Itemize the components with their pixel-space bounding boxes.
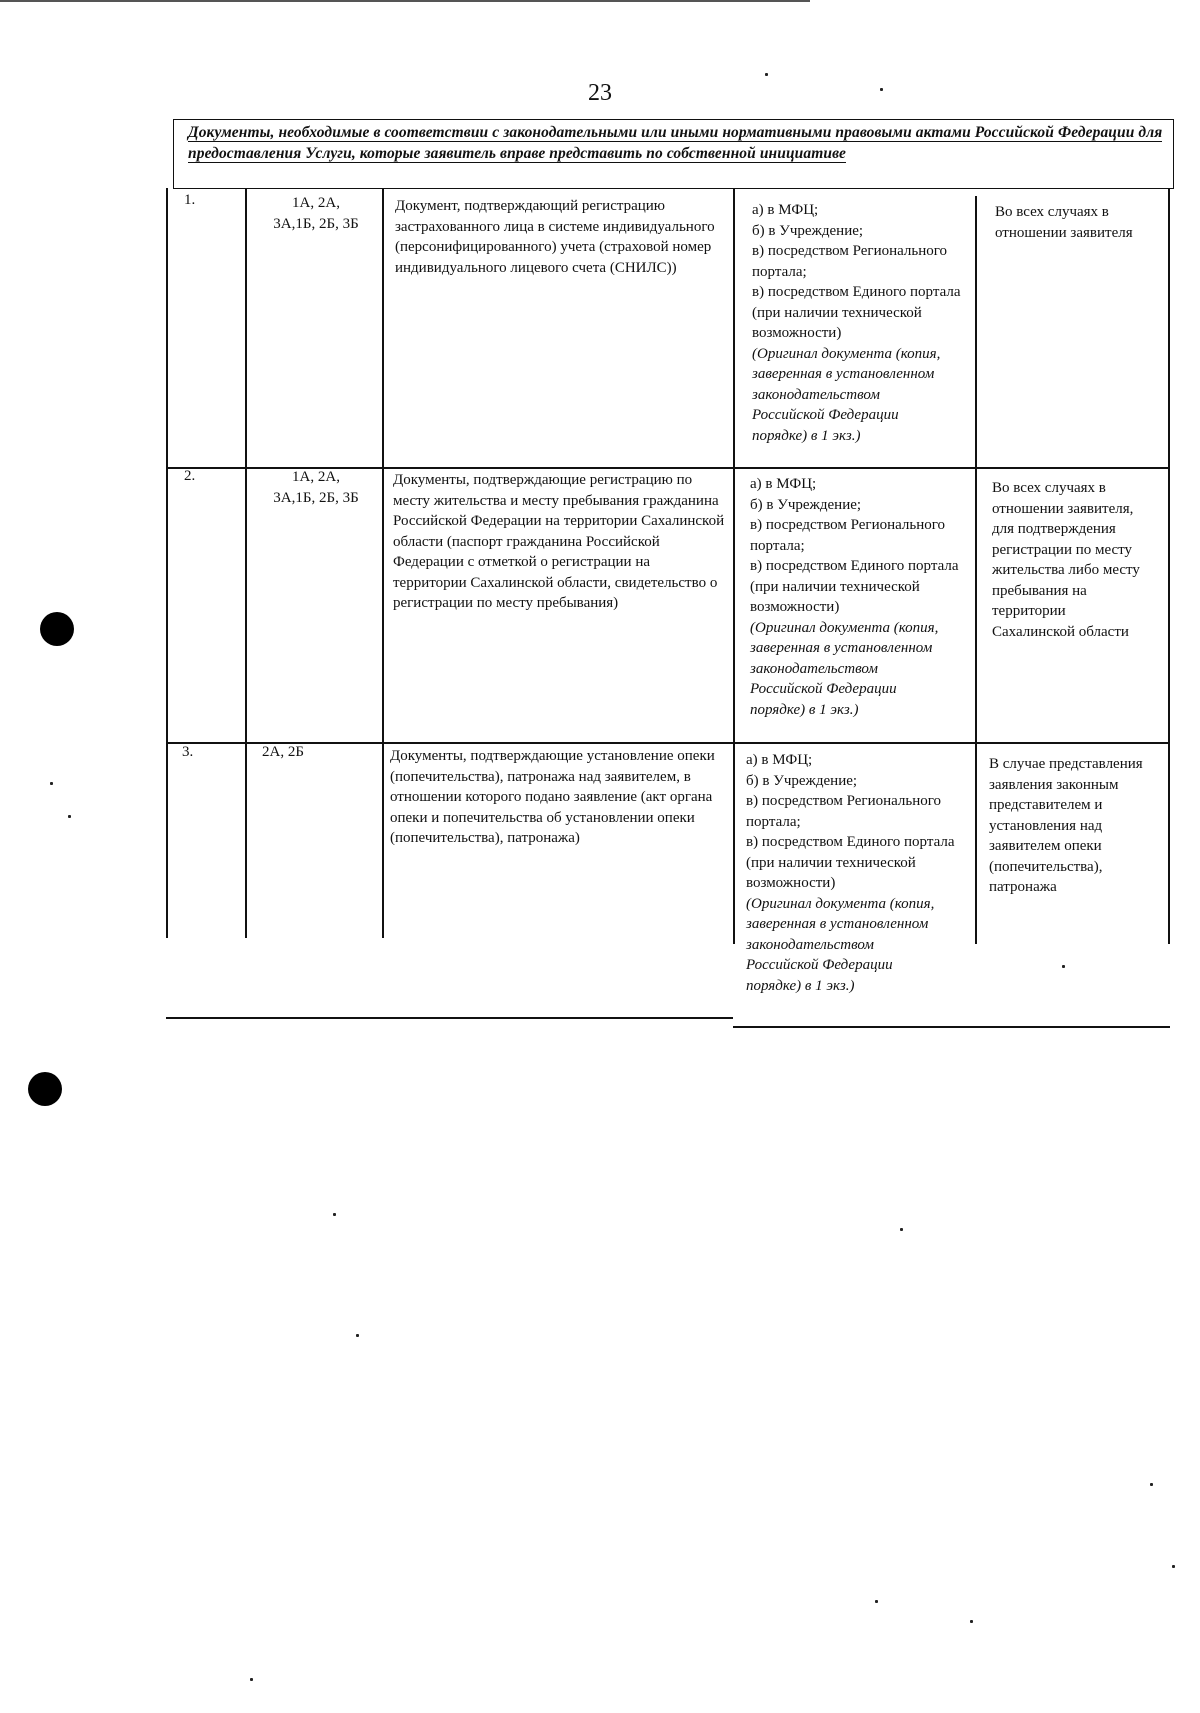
row-1-document: Документ, подтверждающий регистрацию застрахованного лица в системе индивидуального (персонифицированного) учета (страховой номер индивидуального лицевого счета (СНИЛС))	[395, 198, 715, 276]
hole-punch-mark	[28, 1072, 62, 1106]
row-2-way-2: б) в Учреждение;	[750, 496, 862, 513]
row-3-way-1: а) в МФЦ;	[746, 752, 813, 768]
scan-speck	[1062, 965, 1065, 968]
row-3-way-2: б) в Учреждение;	[746, 772, 858, 789]
table-bottom-border	[166, 1017, 733, 1019]
hole-punch-mark	[40, 612, 74, 646]
row-2-way-3: в) посредством Регионального портала;	[750, 517, 946, 554]
table-col-divider-3	[733, 188, 735, 944]
section-header-text: Документы, необходимые в соответствии с законодательными или иными нормативными правовыми актами Российской Федерации для предоставления Услуги, которые заявитель вправе представить по собственной инициативе	[188, 124, 1163, 162]
row-3-number: 3.	[182, 744, 194, 760]
scan-speck	[333, 1213, 336, 1216]
row-3-note: (Оригинал документа (копия, заверенная в установленном законодательством Российской Федерации порядке) в 1 экз.)	[746, 895, 935, 994]
row-2-ways	[750, 474, 972, 720]
row-2-document: Документы, подтверждающие регистрацию по месту жительства и месту пребывания гражданина Российской Федерации на территории Сахалинской области (паспорт гражданина Российской Федерации с отметкой о регистрации на территории Сахалинской области, свидетельство о регистрации по месту пребывания)	[393, 472, 725, 611]
scan-top-edge	[0, 0, 810, 2]
row-3-categories: 2А, 2Б	[262, 744, 304, 760]
row-1-way-2: б) в Учреждение;	[752, 222, 864, 239]
row-2-way-1: а) в МФЦ;	[750, 476, 817, 492]
row-1-number: 1.	[184, 192, 196, 208]
scan-speck	[900, 1228, 903, 1231]
row-1-way-4: в) посредством Единого портала (при наличии технической возможности)	[752, 284, 961, 341]
scan-speck	[68, 815, 71, 818]
row-1-condition: Во всех случаях в отношении заявителя	[995, 204, 1133, 241]
row-3-way-4: в) посредством Единого портала (при наличии технической возможности)	[746, 834, 955, 891]
scan-speck	[970, 1620, 973, 1623]
row-1-way-3: в) посредством Регионального портала;	[752, 243, 948, 280]
scan-speck	[356, 1334, 359, 1337]
scan-speck	[1150, 1483, 1153, 1486]
row-2-categories: 1А, 2А, 3А,1Б, 2Б, 3Б	[273, 469, 359, 506]
row-3-document: Документы, подтверждающие установление опеки (попечительства), патронажа над заявителем, в отношении которого подано заявление (акт органа опеки и попечительства об установлении опеки (попечительства), патронажа)	[390, 748, 715, 846]
table-left-border	[166, 188, 168, 938]
row-3-way-3: в) посредством Регионального портала;	[746, 793, 942, 830]
table-bottom-border-right	[733, 1026, 1170, 1028]
row-1-way-1: а) в МФЦ;	[752, 202, 819, 218]
scan-speck	[1172, 1565, 1175, 1568]
row-2-way-4: в) посредством Единого портала (при наличии технической возможности)	[750, 558, 959, 615]
scan-speck	[880, 88, 883, 91]
row-1-ways	[752, 200, 974, 446]
table-right-border	[1168, 188, 1170, 944]
row-1-note: (Оригинал документа (копия, заверенная в установленном законодательством Российской Федерации порядке) в 1 экз.)	[752, 345, 941, 444]
row-2-condition: Во всех случаях в отношении заявителя, для подтверждения регистрации по месту жительства либо месту пребывания на территории Сахалинской области	[992, 480, 1140, 640]
table-col-divider-1	[245, 188, 247, 938]
row-1-categories: 1А, 2А, 3А,1Б, 2Б, 3Б	[273, 195, 359, 232]
row-2-note: (Оригинал документа (копия, заверенная в установленном законодательством Российской Федерации порядке) в 1 экз.)	[750, 619, 939, 718]
scan-speck	[765, 73, 768, 76]
row-3-condition: В случае представления заявления законным представителем и установления над заявителем опеки (попечительства), патронажа	[989, 756, 1143, 895]
row-2-number: 2.	[184, 468, 196, 484]
table-col-divider-2	[382, 188, 384, 938]
page-number: 23	[588, 80, 612, 106]
table-col-divider-4	[975, 196, 977, 944]
scan-speck	[250, 1678, 253, 1681]
scan-speck	[875, 1600, 878, 1603]
row-3-ways	[746, 750, 970, 996]
scan-speck	[50, 782, 53, 785]
section-header	[173, 119, 1174, 189]
